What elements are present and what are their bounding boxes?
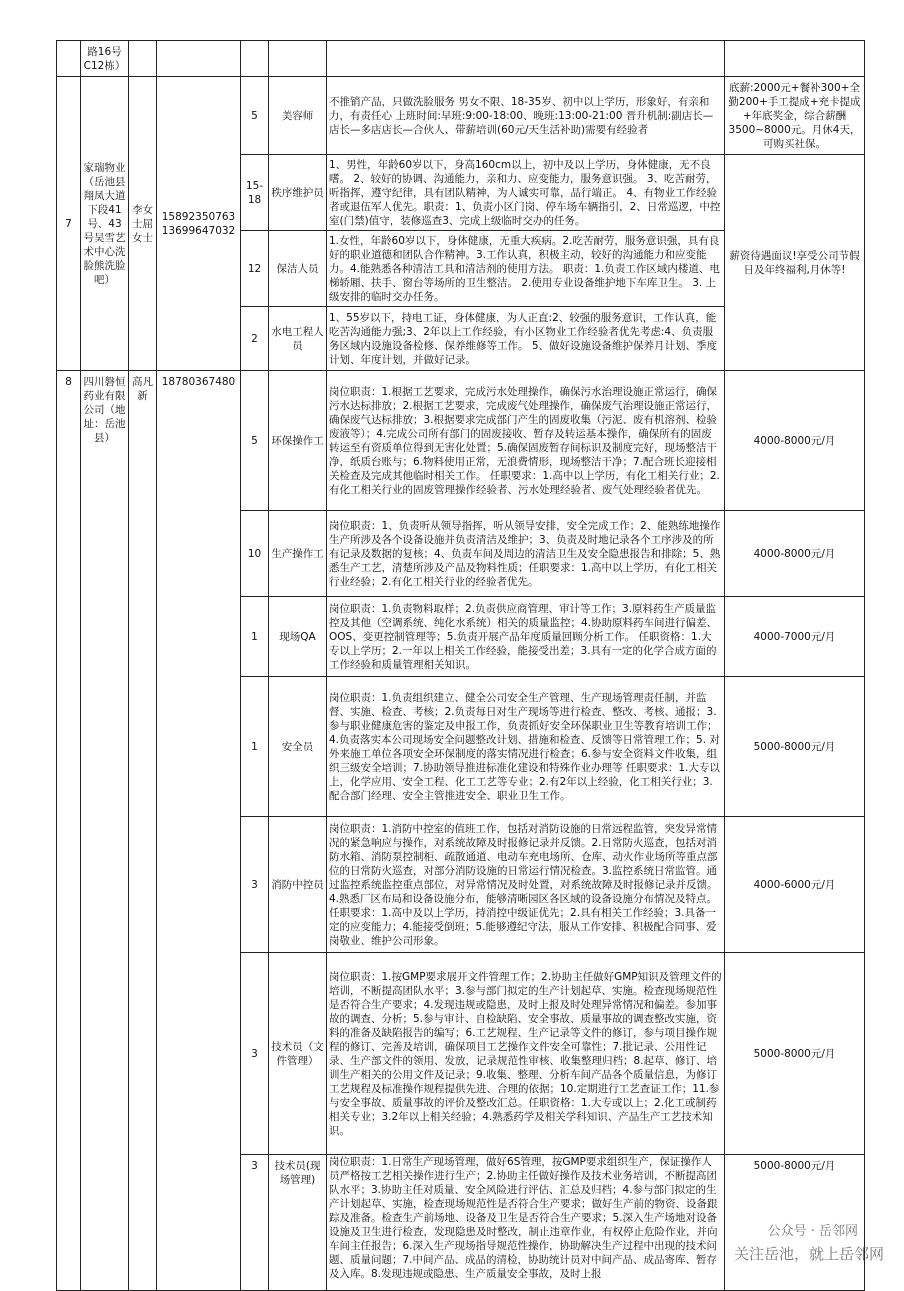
recruitment-table <box>56 40 865 1291</box>
job-title: 技术员(现场管理) <box>269 1155 327 1291</box>
job-salary: 底薪:2000元+餐补300+全勤200+手工提成+充卡提成+年底奖金，综合薪酬3500~8000元。月休4天，可购买社保。 <box>725 77 865 155</box>
job-count: 3 <box>241 953 269 1155</box>
job-count: 5 <box>241 77 269 155</box>
job-count: 1 <box>241 677 269 817</box>
job-salary: 4000-7000元/月 <box>725 597 865 677</box>
job-description: 岗位职责：1.负责组织建立、健全公司安全生产管理、生产现场管理责任制，并监督、实施、检查、考核；2.负责每日对生产现场等进行检查、整改、考核、通报；3. 参与职业健康危害的鉴定及申报工作，负责抓好安全环保职业卫生等教育培训工作；4.负责落实本公司现场安全问题整改计划、措施和检查、反馈等日常管理工作；5. 对外来施工单位各项安全环保制度的落实情况进行检查；6.参与安全资料文件收集，组织三级安全培训；7.协助领导推进标准化建设和特殊作业办理等 任职要求：1.大专以上，化学应用、安全工程、化工工艺等专业；2.有2年以上经验，化工相关行业；3. 配合部门经理、安全主管推进安全、职业卫生工作。 <box>327 677 725 817</box>
contact-phone: 18780367480 <box>157 371 241 1291</box>
job-title: 秩序维护员 <box>269 155 327 231</box>
job-description: 岗位职责：1.消防中控室的值班工作，包括对消防设施的日常远程监管，突发异常情况的紧急响应与操作，对系统故障及时报修记录并反馈。2.日常防火巡查，包括对消防水箱、消防泵控制柜、疏散通道、电动车充电场所、仓库、动火作业场所等重点部位的日常防火巡查，对部分消防设施的日常运行情况检查。3.监控系统日常监管。通过监控系统监控重点部位，对异常情况及时处置，对系统故障及时报修记录并反馈。4.熟悉厂区布局和设备设施分布，能够清晰园区各区域的设备设施分布情况及特点。 任职要求：1.高中及以上学历，持消控中级证优先；2.具有相关工作经验；3.具备一定的应变能力；4.能接受倒班；5.能够遵纪守法，服从工作安排、积极配合同事、爱岗敬业、维护公司形象。 <box>327 817 725 953</box>
job-salary: 5000-8000元/月 <box>725 953 865 1155</box>
company-name: 四川磐恒药业有限公司（地址：岳池县） <box>81 371 129 1291</box>
watermark-slogan: 关注岳池，就上岳邻网 <box>733 1245 884 1263</box>
job-title: 环保操作工 <box>269 371 327 511</box>
job-description: 岗位职责：1.日常生产现场管理，做好6S管理，按GMP要求组织生产，保证操作人员严格按工艺相关操作进行生产；2.协助主任做好操作及技术业务培训，不断提高团队水平；3.协助主任对质量、安全风险进行评估、汇总及归档；4.参与部门拟定的生产计划起草、实施，检查现场规范性是否符合生产要求；做好生产前的物资、设备跟踪及准备。检查生产前场地、设备及卫生是否符合生产要求；5.深入生产场地对设备设施及卫生进行检查，发现隐患及时整改，制止违章作业，有权停止危险作业，并向车间主任报告；6.深入生产现场指导规范性操作，协助解决生产过程中出现的技术问题、质量问题；7.中间产品、成品的清检，协助统计员对中间产品、成品寄库、暂存及入库。8.发现违规或隐患、生产质量安全事故，及时上报 <box>327 1155 725 1291</box>
contact-person: 李女士屈女士 <box>129 77 157 371</box>
watermark-account: 公众号 · 岳邻网 <box>767 1224 858 1239</box>
job-salary: 5000-8000元/月 <box>725 677 865 817</box>
row-number: 7 <box>57 77 81 371</box>
job-description: 1.女性，年龄60岁以下，身体健康，无重大疾病。2.吃苦耐劳，服务意识强，具有良好的职业道德和团队合作精神。3.工作认真，积极主动，较好的沟通能力和应变能力。4.能熟悉各种清洁工具和清洁剂的使用方法。 职责：1.负责工作区域内楼道、电梯轿厢、扶手、窗台等场所的卫生整洁。 2.使用专业设备维护地下车库卫生。 3. 上级安排的临时交办任务。 <box>327 231 725 307</box>
job-description: 岗位职责：1、负责听从领导指挥，听从领导安排，安全完成工作；2、能熟练地操作生产所涉及各个设备设施并负责清洁及维护；3、负责及时地记录各个工序涉及的所有记录及数据的复核；4、负责车间及周边的清洁卫生及安全隐患报告和排除；5、熟悉生产工艺，清楚所涉及产品及物料性质；任职要求：1.高中以上学历，有化工相关行业经验；2.有化工相关行业的经验者优先。 <box>327 511 725 597</box>
job-salary: 薪资待遇面议!享受公司节假日及年终福利,月休等! <box>725 155 865 371</box>
job-description: 1、男性，年龄60岁以下，身高160cm以上，初中及以上学历，身体健康，无不良嗜。 2、较好的协调、沟通能力，亲和力、应变能力，服务意识强。 3、吃苦耐劳，听指挥，遵守纪律，具有团队精神，为人诚实可靠，品行端正。 4、有物业工作经验者或退伍军人优先。职责：1、负责小区门岗、停车场车辆指引，2、日常巡逻，中控室(门禁)值守，装修巡查3、完成上级临时交办的任务。 <box>327 155 725 231</box>
job-title: 美容师 <box>269 77 327 155</box>
company-address-tail: 路16号C12栋） <box>81 41 129 77</box>
job-count: 12 <box>241 231 269 307</box>
job-count: 3 <box>241 817 269 953</box>
job-count: 2 <box>241 307 269 371</box>
job-description: 岗位职责：1.按GMP要求展开文件管理工作；2.协助主任做好GMP知识及管理文件的培训，不断提高团队水平；3.参与部门拟定的生产计划起草、实施。检查现场规范性是否符合生产要求；4.发现违规或隐患，及时上报及时处理异常情况和偏差。参加事故的调查、分析；5.参与审计、自检缺陷、安全事故、质量事故的调查整改实施，资料的准备及缺陷报告的编写；6.工艺规程、生产记录等文件的修订，参与项目操作规程的修订、完善及培训，确保项目工艺操作文件安全可靠性；7.批记录、公用性记录、生产部文件的领用、发放，记录规范性审核、收集整理归档；8.起草、修订、培训生产相关的公用文件及记录；9.收集、整理、分析车间产品各个质量信息，为修订工艺规程及标准操作规程提供先进、合理的依据；10.定期进行工艺查证工作；11.参与安全事故、质量事故的评价及整改汇总。任职资格：1.大专或以上；2.化工或制药相关专业；3.2年以上相关经验；4.熟悉药学及相关学科知识、产品生产工艺技术知识。 <box>327 953 725 1155</box>
job-title: 现场QA <box>269 597 327 677</box>
table-row <box>57 371 865 511</box>
job-title: 水电工程人员 <box>269 307 327 371</box>
row-number: 8 <box>57 371 81 1291</box>
job-salary: 4000-8000元/月 <box>725 511 865 597</box>
contact-phone: 15892350763 13699647032 <box>157 77 241 371</box>
table-row <box>57 41 865 77</box>
table-row <box>57 77 865 155</box>
job-title: 生产操作工 <box>269 511 327 597</box>
job-title: 安全员 <box>269 677 327 817</box>
job-title: 保洁人员 <box>269 231 327 307</box>
job-count: 5 <box>241 371 269 511</box>
job-salary: 5000-8000元/月 <box>725 1155 865 1291</box>
job-description: 岗位职责：1.根据工艺要求，完成污水处理操作，确保污水治理设施正常运行，确保污水达标排放；2.根据工艺要求，完成废气处理操作，确保废气治理设施正常运行，确保废气达标排放；3.根据要求完成部门产生的固废收集（污泥、废有机溶剂、检验废液等）；4.完成公司所有部门的固废接收、暂存及转运基本操作，确保所有的固废转运至有资质单位得到无害化处置；5.确保固废暂存间标识及制度完好，现场整洁干净，纸质台账与；6.物料使用正常，无浪费情形，现场整洁干净；7.配合班长迎接相关检查及完成其他临时相关工作。 任职要求：1.高中以上学历，有化工相关行业；2.有化工相关行业的固废管理操作经验者、污水处理经验者、废气处理经验者优先。 <box>327 371 725 511</box>
job-salary: 4000-6000元/月 <box>725 817 865 953</box>
job-count: 1 <box>241 597 269 677</box>
job-description: 不推销产品，只做洗脸服务 男女不限、18-35岁、初中以上学历，形象好，有亲和力，有责任心 上班时间:早班:9:00-18:00、晚班:13:00-21:00 晋升机制:副店长—店长—多店店长—合伙人、带薪培训(60元/天生活补助)需要有经验者 <box>327 77 725 155</box>
job-title: 技术员（文件管理） <box>269 953 327 1155</box>
job-title: 消防中控员 <box>269 817 327 953</box>
job-salary: 4000-8000元/月 <box>725 371 865 511</box>
job-description: 1、55岁以下，持电工证，身体健康，为人正直:2、较强的服务意识，工作认真，能吃苦沟通能力强;3、2年以上工作经验，有小区物业工作经验者优先考虑:4、负责服务区域内设施设备检修、保养维修等工作。 5、做好设施设备维护保养月计划、季度计划、年度计划，并做好记录。 <box>327 307 725 371</box>
job-description: 岗位职责：1.负责物料取样；2.负责供应商管理、审计等工作；3.原料药生产质量监控及其他（空调系统、纯化水系统）相关的质量监控；4.协助原料药车间进行偏差、OOS、变更控制管理等；5.负责开展产品年度质量回顾分析工作。 任职资格：1.大专以上学历；2.一年以上相关工作经验，能接受出差；3.具有一定的化学合成方面的工作经验和质量管理相关知识。 <box>327 597 725 677</box>
job-count: 3 <box>241 1155 269 1291</box>
job-count: 10 <box>241 511 269 597</box>
company-name: 家瑞物业（岳池县翔凤大道下段41号、43号吴雪艺术中心洗脸熊洗脸吧） <box>81 77 129 371</box>
contact-person: 高凡新 <box>129 371 157 1291</box>
job-count: 15-18 <box>241 155 269 231</box>
